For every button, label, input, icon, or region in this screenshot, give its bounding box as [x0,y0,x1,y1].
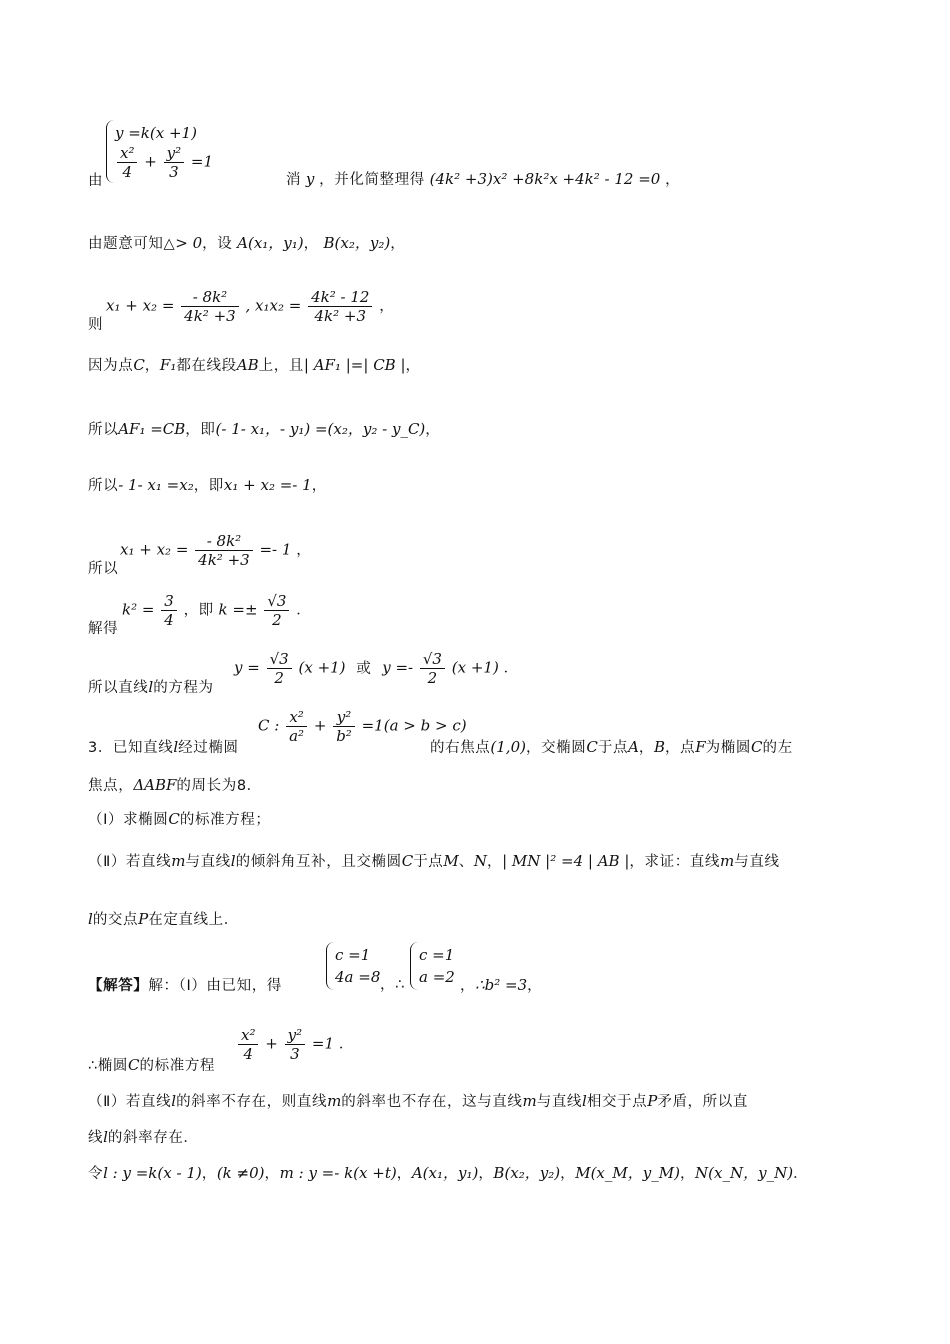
equation-system: c =1 a =2 [410,942,461,990]
fraction: $\frac{\text{y²}}{3}$ [285,1026,306,1063]
text-run: ∴椭圆C的标准方程 [88,1056,216,1074]
system-row-1: y =k(x +1) [115,124,197,142]
answer-standard-equation [88,1026,866,1074]
answer-part-1: 【解答】解：（Ⅰ）由已知，得 c =1 4a =8 ，∴ c =1 a =2 ，∴b² =3， [88,942,866,996]
fraction-line: 解得 k² = $\frac{3}{4}$ ，即 k =± $\frac{√3}{2}$ ． [88,592,312,637]
math-expression: ∴b² =3 [475,976,528,994]
question-2-cont: l的交点P在定直线上． [88,910,239,928]
question-2: （Ⅱ）若直线m与直线l的倾斜角互补，且交椭圆C于点M、N，| MN |² =4 | AB |，求证：直线m与直线 [88,852,780,870]
math-expression: A(x₁，y₁) [237,234,304,252]
math-expression: (4k² +3)x² +8k²x +4k² - 12 =0 [429,170,661,188]
answer-part-2: （Ⅱ）若直线l的斜率不存在，则直线m的斜率也不存在，这与直线m与直线l相交于点P矛盾，所以直 [88,1092,748,1110]
question-1: （Ⅰ）求椭圆C的标准方程； [88,810,271,828]
math-expression: k² = $\frac{3}{4}$ ，即 k =± $\frac{√3}{2}$ ． [122,592,312,629]
math-expression: m : y =- k(x +t) [279,1164,397,1182]
fraction: $\frac{3}{4}$ [161,592,177,629]
text-line: 由题意可知△> 0，设 A(x₁，y₁)， B(x₂，y₂)， [88,234,406,252]
fraction-line: 则 x₁ + x₂ = $\frac{\text{- 8k²}}{\text{4k² +3}}$ , x₁x₂ = $\frac{\text{4k² - 12}}{\text{4k² +3}}$ ， [88,288,395,333]
fraction: $\frac{\text{4k² - 12}}{\text{4k² +3}}$ [308,288,372,325]
fraction: $\frac{\text{y²}}{3}$ [164,144,185,181]
ellipse-equation: C : $\frac{\text{x²}}{\text{a²}}$ + $\frac{\text{y²}}{\text{b²}}$ =1(a > b > c) [258,708,467,745]
math-expression: AF₁ =CB [118,420,186,438]
equation-system [106,120,219,183]
math-expression: | MN |² =4 | AB | [502,852,630,870]
text-run: 【解答】解：（Ⅰ）由已知，得 [88,978,282,994]
equation-system: c =1 4a =8 [326,942,386,990]
math-expression: x₁ + x₂ = $\frac{\text{- 8k²}}{\text{4k² +3}}$ , x₁x₂ = $\frac{\text{4k² - 12}}{\text{4k² +3}}$ ， [106,288,395,325]
answer-part-2-cont: 线l的斜率存在． [88,1128,199,1146]
fraction: $\frac{√3}{2}$ [264,592,289,629]
fraction-line [88,650,866,696]
fraction: $\frac{√3}{2}$ [420,650,445,687]
text: 由 [88,173,104,189]
math-expression: (- 1- x₁，- y₁) =(x₂，y₂ - y_C) [215,420,426,438]
text-line: 所以AF₁ =CB，即(- 1- x₁，- y₁) =(x₂，y₂ - y_C)， [88,420,441,438]
answer-label: 【解答】 [88,978,149,994]
text-run: 所以直线l的方程为 [88,678,214,696]
fraction: $\frac{\text{y²}}{\text{b²}}$ [333,708,355,745]
math-expression: | AF₁ |=| CB | [303,356,406,374]
ellipse-equation: $\frac{\text{x²}}{4}$ + $\frac{\text{y²}}{3}$ =1 ． [236,1026,354,1063]
math-expression: - 1- x₁ =x₂ [118,476,194,494]
math-expression: x₁ + x₂ = $\frac{\text{- 8k²}}{\text{4k² +3}}$ =- 1 ， [120,532,312,569]
problem-3-statement-cont: 焦点，ΔABF的周长为8． [88,776,262,794]
text-run: ，∴b² =3， [460,976,543,994]
math-expression: B(x₂，y₂) [323,234,391,252]
problem-3-statement [88,708,866,756]
fraction: $\frac{\text{x²}}{4}$ [117,144,137,181]
fraction-line: 所以 x₁ + x₂ = $\frac{\text{- 8k²}}{\text{4k² +3}}$ =- 1 ， [88,532,312,577]
fraction: $\frac{√3}{2}$ [267,650,292,687]
math-expression: l : y =k(x - 1) [103,1164,202,1182]
text-run: 消 y ，并化简整理得 (4k² +3)x² +8k²x +4k² - 12 =0 ， [286,170,681,188]
answer-let-line: 令l : y =k(x - 1)，(k ≠0)，m : y =- k(x +t)，A(x₁，y₁)，B(x₂，y₂)，M(x_M，y_M)，N(x_N，y_N)． [88,1164,809,1182]
text-line: 所以- 1- x₁ =x₂，即x₁ + x₂ =- 1， [88,476,327,494]
fraction: $\frac{\text{- 8k²}}{\text{4k² +3}}$ [181,288,239,325]
fraction: $\frac{\text{x²}}{4}$ [238,1026,258,1063]
fraction: $\frac{\text{- 8k²}}{\text{4k² +3}}$ [195,532,253,569]
eq-system-line [88,120,866,190]
text-run: 3．已知直线l经过椭圆 [88,738,239,756]
system-row-2: $\frac{\text{x²}}{4}$ + $\frac{\text{y²}}{3}$ =1 [115,144,213,181]
text-line: 因为点C，F₁都在线段AB上，且| AF₁ |=| CB |， [88,356,421,374]
math-expression: y = $\frac{√3}{2}$ (x +1) 或 y =- $\frac{√3}{2}$ (x +1) ． [234,650,519,687]
text-run: 的右焦点(1,0)，交椭圆C于点A，B，点F为椭圆C的左 [430,738,793,756]
fraction: $\frac{\text{x²}}{\text{a²}}$ [286,708,307,745]
math-expression: x₁ + x₂ =- 1 [223,476,312,494]
